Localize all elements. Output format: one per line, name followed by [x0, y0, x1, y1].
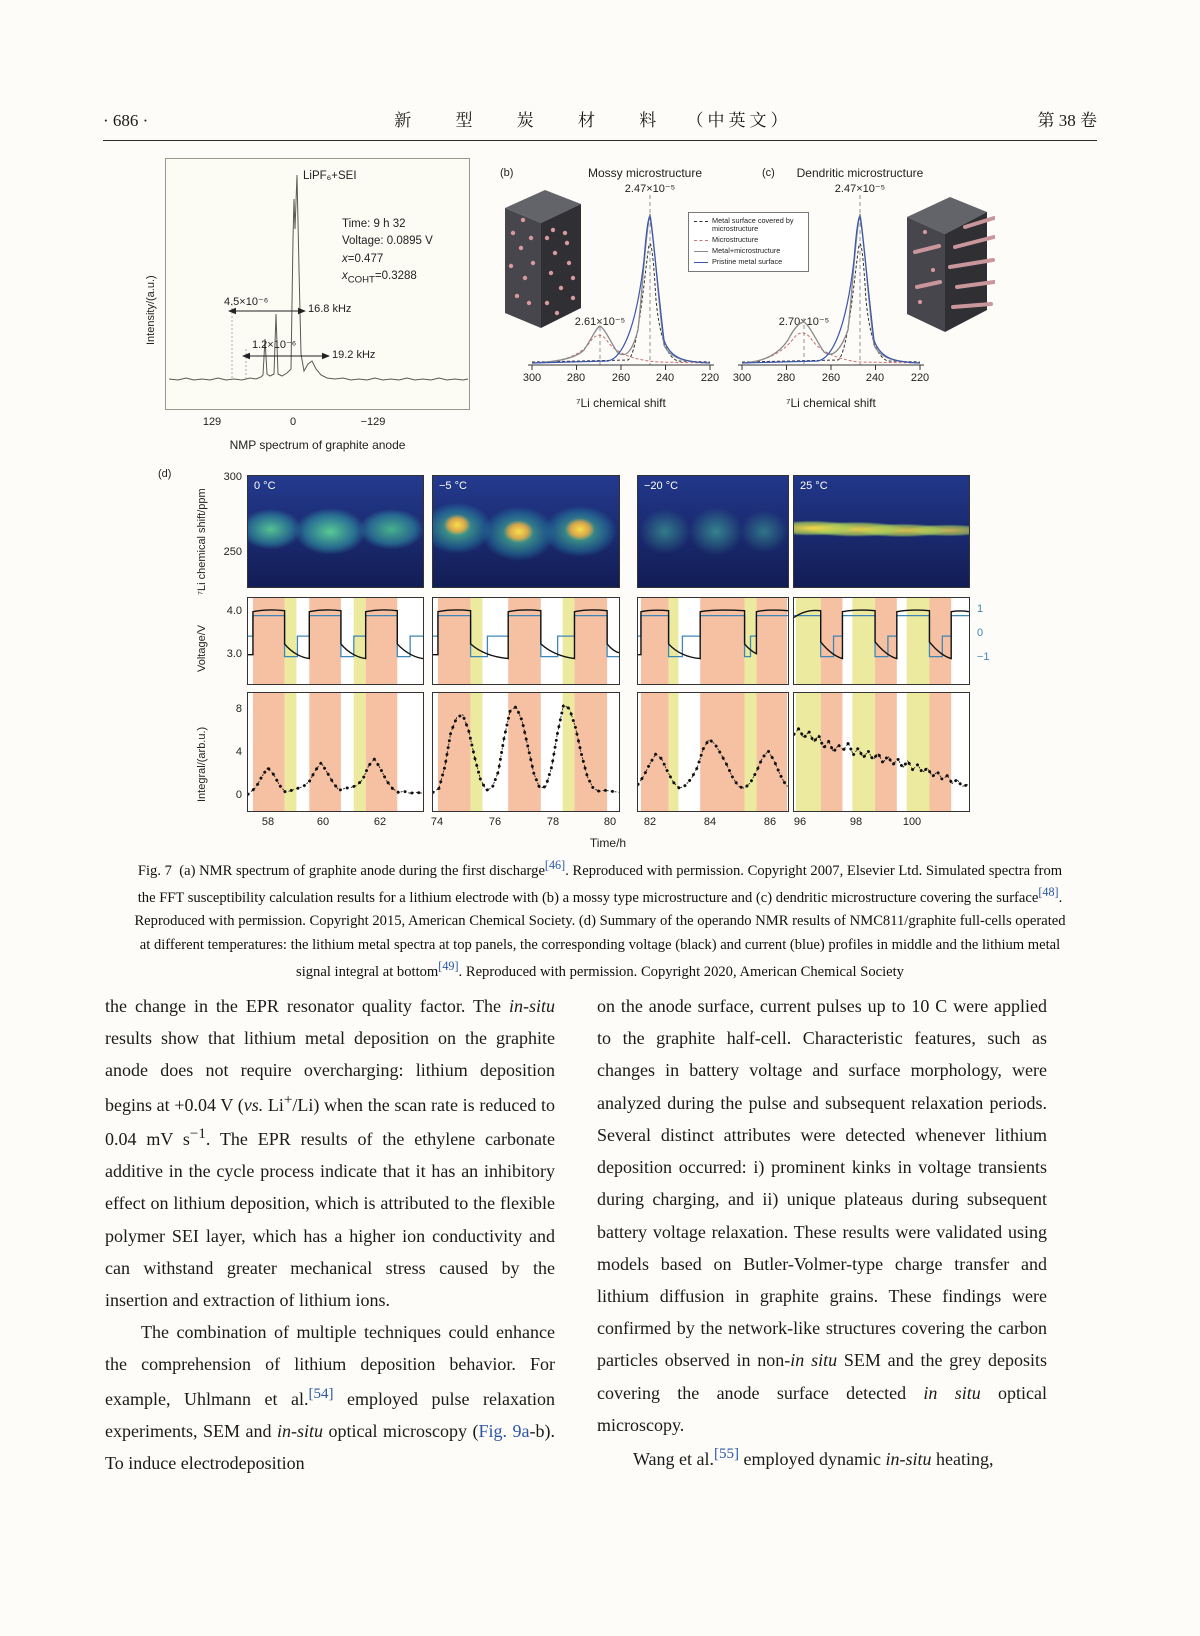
heatmap-minus5c — [432, 475, 620, 588]
x-tick: 82 — [643, 816, 657, 828]
heatmap-0c — [247, 475, 424, 588]
panel-d-y-label-mid: Voltage/V — [196, 624, 208, 672]
mossy-block-illustration — [495, 178, 587, 333]
integral-plot-0c — [247, 692, 424, 812]
x-tick: 86 — [763, 816, 777, 828]
panel-b-peak-side: 2.61×10⁻⁵ — [574, 316, 626, 328]
panel-c-x-tick: 220 — [910, 372, 930, 384]
d-column-25c — [793, 475, 970, 855]
heatmap-25c — [793, 475, 970, 588]
paragraph: the change in the EPR resonator quality factor. The in-situ results show that lithium metal deposition on the graphite anode does not require overcharging: lithium deposition begins at +0.04 V (vs. Li+/Li) when the scan rate is reduced to 0.04 mV $s^{-1}$. The EPR results of the ethylene carbonate additive in the cycle process indicate that it has an inhibitory effect on lithium deposition, which is attributed to the flexible polymer SEI layer, which has a higher ion conductivity and can withstand greater mechanical stress caused by the insertion and extraction of lithium ions. — [105, 996, 556, 1310]
panel-b-x-tick: 240 — [655, 372, 675, 384]
panel-c-peak-main: 2.47×10⁻⁵ — [834, 183, 886, 195]
time-axis-label: Time/h — [589, 836, 627, 850]
x-tick: 58 — [261, 816, 275, 828]
x-tick: 78 — [546, 816, 560, 828]
panel-d-tag: (d) — [158, 468, 172, 480]
journal-title-cn: 新 型 炭 材 料 — [394, 111, 677, 130]
panel-b-x-label: ⁷Li chemical shift — [576, 396, 666, 410]
temp-label: 0 °C — [254, 480, 276, 492]
panel-c-title: Dendritic microstructure — [796, 166, 924, 180]
y-tick: 0 — [235, 789, 242, 801]
panel-c-x-tick: 280 — [776, 372, 796, 384]
paragraph: The combination of multiple techniques could enhance the comprehension of lithium deposition behavior. For example, Uhlmann et al.[54] employed pulse relaxation experiments, SEM and in-situ optical microscopy (Fig. 9a-b). To induce electrodeposition — [105, 1322, 555, 1474]
page-header — [103, 106, 1097, 141]
x-tick: 62 — [373, 816, 387, 828]
y-tick: 250 — [223, 546, 242, 558]
panel-b-x-tick: 300 — [522, 372, 542, 384]
integral-plot-minus20c — [637, 692, 789, 812]
legend-item: Microstructure — [694, 236, 803, 244]
temp-label: 25 °C — [800, 480, 828, 492]
d-column-minus5c — [432, 475, 620, 855]
x-tick: 74 — [430, 816, 444, 828]
panel-c-tag: (c) — [762, 167, 775, 179]
spectra-legend — [688, 212, 809, 272]
voltage-plot-minus20c — [637, 597, 789, 685]
page-number: · 686 · — [103, 111, 149, 130]
figure-caption: Fig. 7 (a) NMR spectrum of graphite anode during the first discharge[46]. Reproduced with permission. Copyright 2007, Elsevier Ltd. Simulated spectra from the FFT susceptibility calculation results for a lithium electrode with (b) a mossy type microstructure and (c) dendritic microstructure covering the surface[48]. Reproduced with permission. Copyright 2015, American Chemical Society. (d) Summary of the operando NMR results of NMC811/graphite full-cells operated at different temperatures: the lithium metal spectra at top panels, the corresponding voltage (black) and current (blue) profiles in middle and the lithium metal signal integral at bottom[49]. Reproduced with permission. Copyright 2020, American Chemical Society — [134, 858, 1066, 980]
y-tick: 300 — [223, 471, 242, 483]
legend-item: Metal+microstructure — [694, 247, 803, 255]
solid-blue-line-sample — [694, 262, 708, 263]
heatmap-minus20c — [637, 475, 789, 588]
panel-b-peak-main: 2.47×10⁻⁵ — [624, 183, 676, 195]
voltage-plot-minus5c — [432, 597, 620, 685]
legend-item: Metal surface covered by microstructure — [694, 217, 803, 234]
y-tick: 8 — [235, 703, 242, 715]
panel-a-x-tick: −129 — [360, 416, 386, 428]
x-tick: 100 — [902, 816, 922, 828]
x-tick: 80 — [603, 816, 617, 828]
panel-c-x-label: ⁷Li chemical shift — [786, 396, 876, 410]
dashed-black-line-sample — [694, 221, 708, 222]
legend-item: Pristine metal surface — [694, 258, 803, 266]
temp-label: −5 °C — [439, 480, 467, 492]
d-column-minus20c — [637, 475, 789, 855]
y-tick: 4 — [235, 746, 242, 758]
panel-a-x-tick: 129 — [202, 416, 222, 428]
x-tick: 76 — [488, 816, 502, 828]
x-tick: 98 — [849, 816, 863, 828]
current-tick: −1 — [977, 651, 990, 663]
panel-a-x-tick: 0 — [289, 416, 297, 428]
panel-d-y-label-top: ⁷Li chemical shift/ppm — [196, 488, 208, 595]
panel-b-x-tick: 280 — [566, 372, 586, 384]
panel-c-x-tick: 240 — [865, 372, 885, 384]
volume-label: 第 38 卷 — [1037, 111, 1097, 130]
article-body — [105, 990, 1047, 1479]
peak-label-lipf6-sei: LiPF₆+SEI — [303, 170, 357, 182]
arrow1-freq: 16.8 kHz — [308, 303, 352, 315]
arrow1-value: 4.5×10⁻⁶ — [224, 296, 269, 308]
y-tick: 4.0 — [226, 605, 242, 617]
curve-microstructure — [742, 333, 920, 363]
temp-label: −20 °C — [644, 480, 679, 492]
voltage-plot-25c — [793, 597, 970, 685]
panel-b-tag: (b) — [500, 167, 514, 179]
panel-b-x-tick: 260 — [611, 372, 631, 384]
splitting-arrow-2 — [242, 353, 330, 359]
arrow2-freq: 19.2 kHz — [332, 349, 376, 361]
journal-subtitle: （中英文） — [686, 111, 792, 130]
x-tick: 96 — [793, 816, 807, 828]
solid-gray-line-sample — [694, 251, 708, 252]
d-column-0c — [247, 475, 424, 855]
current-tick: 1 — [977, 603, 984, 615]
right-column — [597, 990, 1047, 1479]
dashed-red-line-sample — [694, 240, 708, 241]
panel-a-info: Time: 9 h 32 Voltage: 0.0895 V x=0.477 $x_{COHT}=0.3288$ — [342, 218, 433, 286]
left-column — [105, 990, 555, 1479]
x-tick: 60 — [316, 816, 330, 828]
panel-a-y-label: Intensity/(a.u.) — [145, 275, 157, 345]
paragraph: on the anode surface, current pulses up to 10 C were applied to the graphite half-cell. Characteristic features, such as changes in battery voltage and surface morphology, were analyzed during the pulse and subsequent relaxation periods. Several distinct attributes were detected whenever lithium deposition occurred: i) prominent kinks in voltage transients during charging, and ii) unique plateaus during subsequent battery voltage relaxation. These results were validated using models based on Butler-Volmer-type charge transfer and lithium diffusion in graphite grains. These findings were confirmed by the network-like structures covering the carbon particles observed in non-in situ SEM and the grey deposits covering the anode surface detected in situ optical microscopy. — [597, 996, 1047, 1435]
dendritic-block-illustration — [895, 182, 995, 337]
paragraph: Wang et al.[55] employed dynamic in-situ heating, — [633, 1446, 994, 1470]
panel-d-y-label-bot: Integral/(arb.u.) — [196, 726, 208, 802]
arrow2-value: 1.2×10⁻⁶ — [252, 339, 297, 351]
x-tick: 84 — [703, 816, 717, 828]
integral-plot-25c — [793, 692, 970, 812]
panel-c-peak-side: 2.70×10⁻⁵ — [778, 316, 830, 328]
figure-7 — [50, 150, 1150, 853]
panel-c-x-tick: 300 — [732, 372, 752, 384]
panel-b-x-tick: 220 — [700, 372, 720, 384]
panel-c-x-tick: 260 — [821, 372, 841, 384]
current-tick: 0 — [977, 627, 984, 639]
journal-title — [394, 106, 791, 131]
panel-b-title: Mossy microstructure — [587, 166, 703, 180]
integral-plot-minus5c — [432, 692, 620, 812]
voltage-plot-0c — [247, 597, 424, 685]
panel-a-x-label: NMP spectrum of graphite anode — [229, 438, 406, 452]
splitting-arrow-1 — [228, 308, 306, 314]
y-tick: 3.0 — [226, 648, 242, 660]
